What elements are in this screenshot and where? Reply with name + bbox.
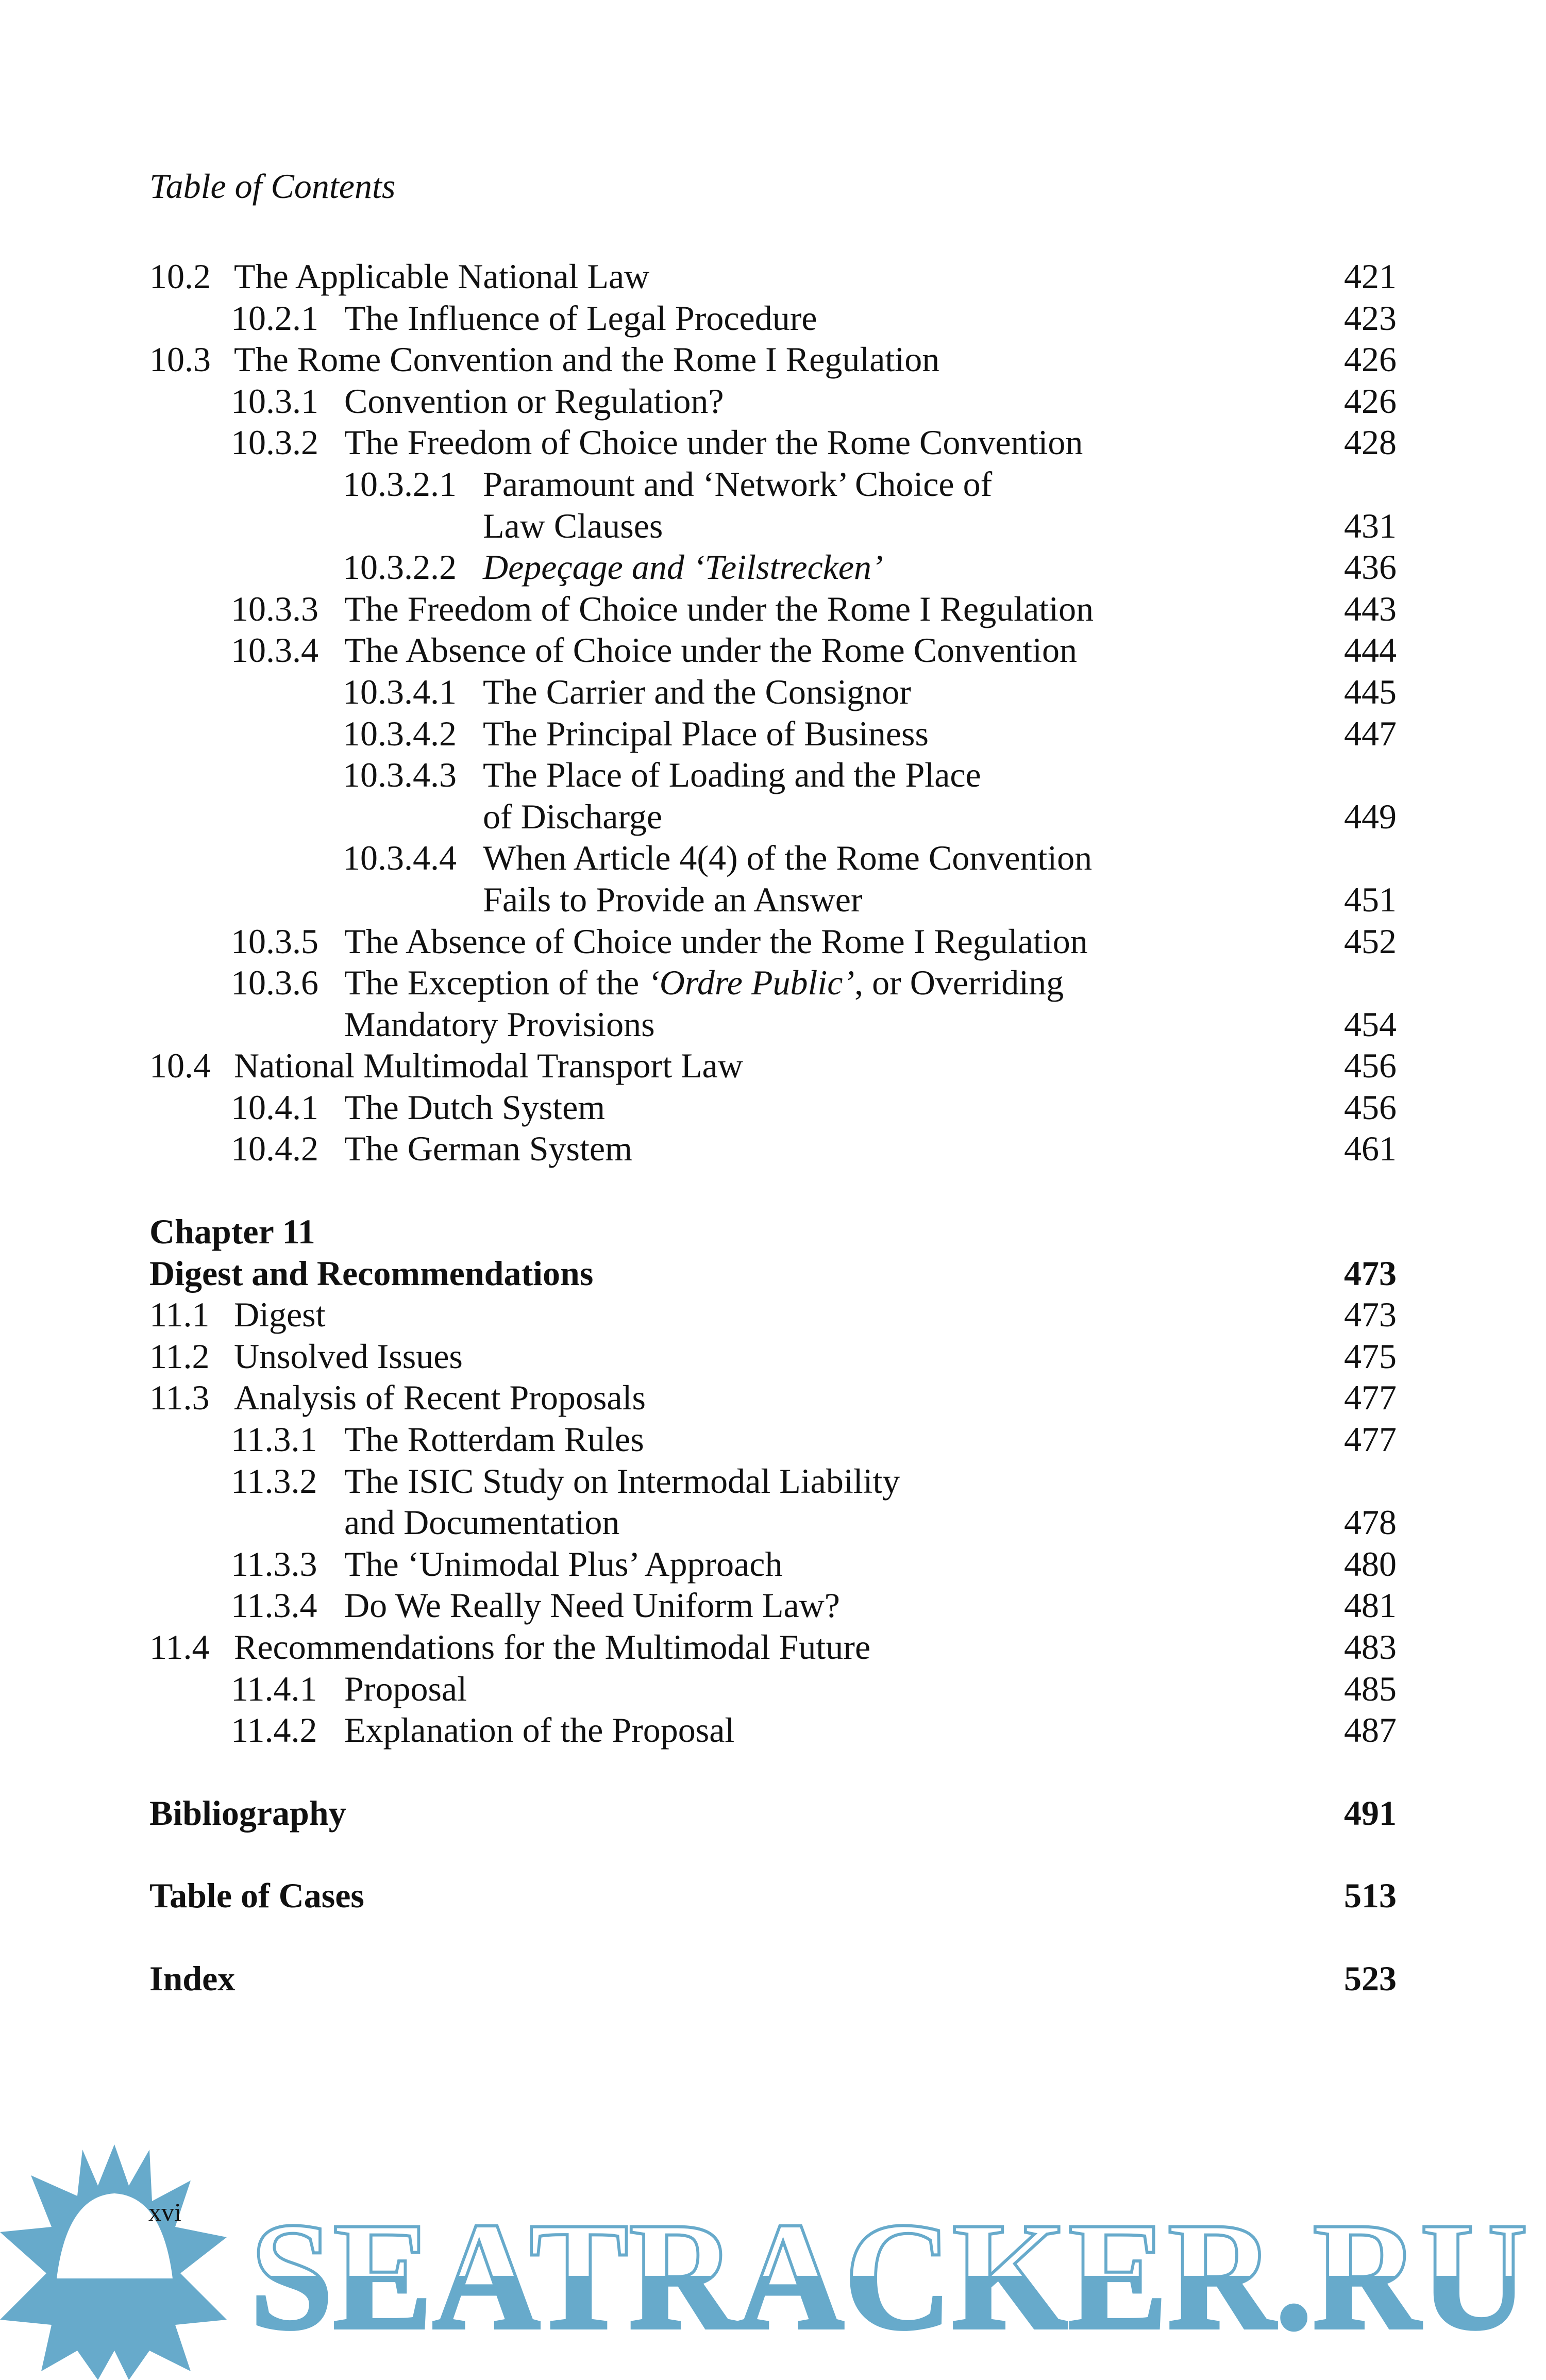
toc-entry-title: Fails to Provide an Answer <box>483 879 863 919</box>
toc-entry[interactable] <box>0 1460 1546 1543</box>
toc-entry-line <box>0 962 1546 1004</box>
toc-entry-title <box>483 546 883 588</box>
toc-page-number: 473 <box>1344 1253 1397 1293</box>
toc-entry-line <box>0 754 1546 796</box>
toc-page-number: 423 <box>1344 298 1397 338</box>
toc-entry[interactable] <box>0 380 1546 422</box>
toc-entry-line <box>0 1045 1546 1087</box>
toc-entry-title: The Freedom of Choice under the Rome Convention <box>344 423 1083 462</box>
toc-page-number: 454 <box>1344 1004 1397 1044</box>
toc-entry-title: The Absence of Choice under the Rome I Regulation <box>344 921 1088 961</box>
toc-page-number: 477 <box>1344 1420 1397 1459</box>
toc-entry[interactable] <box>0 256 1546 297</box>
toc-entry-line <box>0 1792 1546 1834</box>
toc-entry-number: 10.3.4.1 <box>343 672 457 711</box>
toc-entry-title: The Rotterdam Rules <box>344 1420 644 1459</box>
toc-entry-title: The Carrier and the Consignor <box>483 672 911 711</box>
toc-entry[interactable] <box>0 629 1546 671</box>
toc-entry-line <box>0 879 1546 921</box>
toc-entry-title: Digest and Recommendations <box>149 1253 594 1293</box>
toc-entry-number: 11.3.2 <box>231 1461 317 1501</box>
toc-entry-title: Convention or Regulation? <box>344 381 724 421</box>
toc-entry[interactable] <box>0 962 1546 1045</box>
toc-entry-number: 11.4.2 <box>231 1710 317 1750</box>
toc-entry[interactable] <box>0 339 1546 380</box>
toc-entry[interactable] <box>0 837 1546 920</box>
toc-entry-number: 11.3.3 <box>231 1544 317 1584</box>
toc-entry-line <box>0 1253 1546 1294</box>
toc-entry-number: 10.3.5 <box>231 921 318 961</box>
table-of-contents <box>0 256 1546 2000</box>
title-segment: ‘Ordre Public’ <box>648 963 855 1003</box>
toc-section <box>0 1792 1546 1834</box>
toc-entry[interactable] <box>0 1336 1546 1377</box>
toc-entry[interactable] <box>0 546 1546 588</box>
toc-entry-line <box>0 796 1546 838</box>
toc-entry[interactable] <box>0 1958 1546 2000</box>
toc-entry[interactable] <box>0 463 1546 546</box>
toc-entry-number: 10.3.4.4 <box>343 838 457 878</box>
toc-entry-number: 11.4.1 <box>231 1669 317 1708</box>
toc-entry-line <box>0 1668 1546 1710</box>
toc-entry[interactable] <box>0 754 1546 837</box>
toc-entry-title: Table of Cases <box>149 1876 364 1916</box>
toc-entry[interactable] <box>0 297 1546 339</box>
toc-page-number: 445 <box>1344 672 1397 711</box>
toc-page-number: 426 <box>1344 340 1397 379</box>
toc-entry-line <box>0 629 1546 671</box>
toc-entry-line <box>0 297 1546 339</box>
toc-entry-line <box>0 1585 1546 1626</box>
toc-entry-number: 10.3.2.1 <box>343 464 457 504</box>
page-number: xvi <box>148 2198 181 2226</box>
toc-entry[interactable] <box>0 921 1546 962</box>
toc-entry-title: Proposal <box>344 1669 467 1708</box>
toc-entry-number: 11.4 <box>149 1627 210 1667</box>
toc-entry-title: Explanation of the Proposal <box>344 1710 735 1750</box>
sun-icon <box>0 2144 227 2380</box>
toc-entry-line <box>0 505 1546 547</box>
toc-entry-title: The Rome Convention and the Rome I Regulation <box>234 340 940 379</box>
toc-entry[interactable] <box>0 1626 1546 1668</box>
toc-page-number: 480 <box>1344 1544 1397 1584</box>
toc-entry-line <box>0 1958 1546 2000</box>
toc-entry[interactable] <box>0 1377 1546 1419</box>
toc-entry-title: The Absence of Choice under the Rome Convention <box>344 630 1077 670</box>
toc-entry[interactable] <box>0 1211 1546 1253</box>
toc-entry-number: 11.2 <box>149 1336 210 1376</box>
toc-entry-line <box>0 1294 1546 1336</box>
toc-entry-line <box>0 1875 1546 1917</box>
toc-entry-number: 11.3 <box>149 1378 210 1418</box>
toc-entry-line <box>0 713 1546 755</box>
toc-entry[interactable] <box>0 713 1546 755</box>
toc-entry-title: Recommendations for the Multimodal Future <box>234 1627 871 1667</box>
toc-entry-number: 10.3 <box>149 340 211 379</box>
toc-entry-line <box>0 380 1546 422</box>
toc-entry-line <box>0 1419 1546 1460</box>
toc-entry-number: 10.3.4 <box>231 630 318 670</box>
toc-page-number: 475 <box>1344 1336 1397 1376</box>
toc-entry-line <box>0 546 1546 588</box>
toc-entry-line <box>0 339 1546 380</box>
toc-entry-title: The Principal Place of Business <box>483 713 929 753</box>
toc-entry-line <box>0 1543 1546 1585</box>
toc-page-number: 436 <box>1344 547 1397 587</box>
toc-entry-number: 10.4 <box>149 1046 211 1086</box>
toc-page-number: 456 <box>1344 1087 1397 1127</box>
toc-entry[interactable] <box>0 1792 1546 1834</box>
toc-entry-title: The Dutch System <box>344 1087 606 1127</box>
toc-entry-line <box>0 1211 1546 1253</box>
title-segment: , or Overriding <box>854 963 1064 1003</box>
toc-entry-line <box>0 1087 1546 1128</box>
toc-section <box>0 1211 1546 1751</box>
toc-entry-line <box>0 588 1546 630</box>
toc-page-number: 444 <box>1344 630 1397 670</box>
title-segment: Depeçage and ‘Teilstrecken’ <box>483 547 883 587</box>
toc-entry-number: 10.3.1 <box>231 381 318 421</box>
toc-page-number: 421 <box>1344 257 1397 296</box>
toc-entry-line <box>0 1460 1546 1502</box>
toc-entry-title: Digest <box>234 1295 326 1335</box>
toc-page-number: 449 <box>1344 796 1397 836</box>
toc-page-number: 485 <box>1344 1669 1397 1708</box>
toc-entry-number: 10.3.3 <box>231 589 318 628</box>
watermark-logo <box>0 2144 1546 2380</box>
toc-entry-title: The Freedom of Choice under the Rome I Regulation <box>344 589 1094 628</box>
toc-entry-number: 11.1 <box>149 1295 210 1335</box>
toc-section <box>0 256 1546 1170</box>
toc-entry-title: Mandatory Provisions <box>344 1004 655 1044</box>
toc-entry-title: of Discharge <box>483 796 663 836</box>
toc-page-number: 456 <box>1344 1046 1397 1086</box>
toc-entry-title: The ‘Unimodal Plus’ Approach <box>344 1544 783 1584</box>
toc-entry-title: National Multimodal Transport Law <box>234 1046 743 1086</box>
toc-entry-line <box>0 837 1546 879</box>
toc-entry-line <box>0 1709 1546 1751</box>
toc-page-number: 428 <box>1344 423 1397 462</box>
toc-page-number: 452 <box>1344 921 1397 961</box>
watermark-text: SEATRACKER.RU <box>250 2190 1528 2361</box>
toc-page-number: 481 <box>1344 1586 1397 1625</box>
toc-entry-line <box>0 1502 1546 1543</box>
toc-entry[interactable] <box>0 1294 1546 1336</box>
toc-entry-title: Do We Really Need Uniform Law? <box>344 1586 840 1625</box>
toc-entry-line <box>0 1626 1546 1668</box>
toc-entry[interactable] <box>0 1128 1546 1170</box>
toc-entry[interactable] <box>0 1585 1546 1626</box>
toc-entry[interactable] <box>0 1668 1546 1710</box>
toc-entry[interactable] <box>0 1709 1546 1751</box>
toc-entry-title: The German System <box>344 1129 632 1169</box>
toc-entry-title: Bibliography <box>149 1793 346 1833</box>
toc-entry[interactable] <box>0 1045 1546 1087</box>
toc-entry[interactable] <box>0 422 1546 463</box>
toc-page-number: 513 <box>1344 1876 1397 1916</box>
toc-entry-number: 10.3.2 <box>231 423 318 462</box>
toc-entry-line <box>0 671 1546 713</box>
toc-entry-line <box>0 1128 1546 1170</box>
toc-entry-number: 10.3.4.2 <box>343 713 457 753</box>
toc-section <box>0 1875 1546 1917</box>
toc-page-number: 483 <box>1344 1627 1397 1667</box>
toc-entry-number: 11.3.4 <box>231 1586 317 1625</box>
toc-page-number: 491 <box>1344 1793 1397 1833</box>
toc-entry[interactable] <box>0 671 1546 713</box>
toc-entry-line <box>0 921 1546 962</box>
toc-entry-title: Chapter 11 <box>149 1212 315 1252</box>
toc-entry-title: When Article 4(4) of the Rome Convention <box>483 838 1093 878</box>
toc-entry[interactable] <box>0 1087 1546 1128</box>
toc-entry-number: 10.2 <box>149 257 211 296</box>
toc-page-number: 451 <box>1344 879 1397 919</box>
toc-page-number: 523 <box>1344 1958 1397 1998</box>
toc-entry[interactable] <box>0 588 1546 630</box>
toc-entry-line <box>0 256 1546 297</box>
running-head: Table of Contents <box>149 167 396 206</box>
toc-entry-title: Paramount and ‘Network’ Choice of <box>483 464 993 504</box>
toc-entry-number: 10.2.1 <box>231 298 318 338</box>
title-segment: The Exception of the <box>344 963 648 1003</box>
toc-entry-line <box>0 1004 1546 1045</box>
toc-entry-number: 10.4.2 <box>231 1129 318 1169</box>
toc-entry-title <box>344 962 1064 1004</box>
toc-entry[interactable] <box>0 1543 1546 1585</box>
toc-entry-title: and Documentation <box>344 1503 620 1542</box>
toc-entry[interactable] <box>0 1253 1546 1294</box>
toc-entry[interactable] <box>0 1875 1546 1917</box>
toc-page-number: 447 <box>1344 713 1397 753</box>
toc-entry-number: 10.4.1 <box>231 1087 318 1127</box>
toc-entry-number: 11.3.1 <box>231 1420 317 1459</box>
toc-page-number: 473 <box>1344 1295 1397 1335</box>
toc-page-number: 431 <box>1344 506 1397 545</box>
toc-entry-line <box>0 463 1546 505</box>
toc-entry-title: Unsolved Issues <box>234 1336 463 1376</box>
toc-entry-title: Index <box>149 1958 236 1998</box>
toc-entry-title: The ISIC Study on Intermodal Liability <box>344 1461 900 1501</box>
toc-page-number: 487 <box>1344 1710 1397 1750</box>
toc-entry[interactable] <box>0 1419 1546 1460</box>
toc-entry-title: Analysis of Recent Proposals <box>234 1378 646 1418</box>
toc-entry-number: 10.3.2.2 <box>343 547 457 587</box>
toc-entry-title: The Influence of Legal Procedure <box>344 298 817 338</box>
toc-page-number: 461 <box>1344 1129 1397 1169</box>
toc-page-number: 477 <box>1344 1378 1397 1418</box>
toc-entry-line <box>0 1336 1546 1377</box>
toc-page-number: 443 <box>1344 589 1397 628</box>
toc-page-number: 426 <box>1344 381 1397 421</box>
toc-entry-number: 10.3.4.3 <box>343 755 457 795</box>
toc-entry-number: 10.3.6 <box>231 963 318 1003</box>
toc-entry-line <box>0 1377 1546 1419</box>
toc-entry-title: The Applicable National Law <box>234 257 650 296</box>
toc-entry-title: Law Clauses <box>483 506 663 545</box>
toc-entry-title: The Place of Loading and the Place <box>483 755 981 795</box>
toc-entry-line <box>0 422 1546 463</box>
toc-page-number: 478 <box>1344 1503 1397 1542</box>
toc-section <box>0 1958 1546 2000</box>
